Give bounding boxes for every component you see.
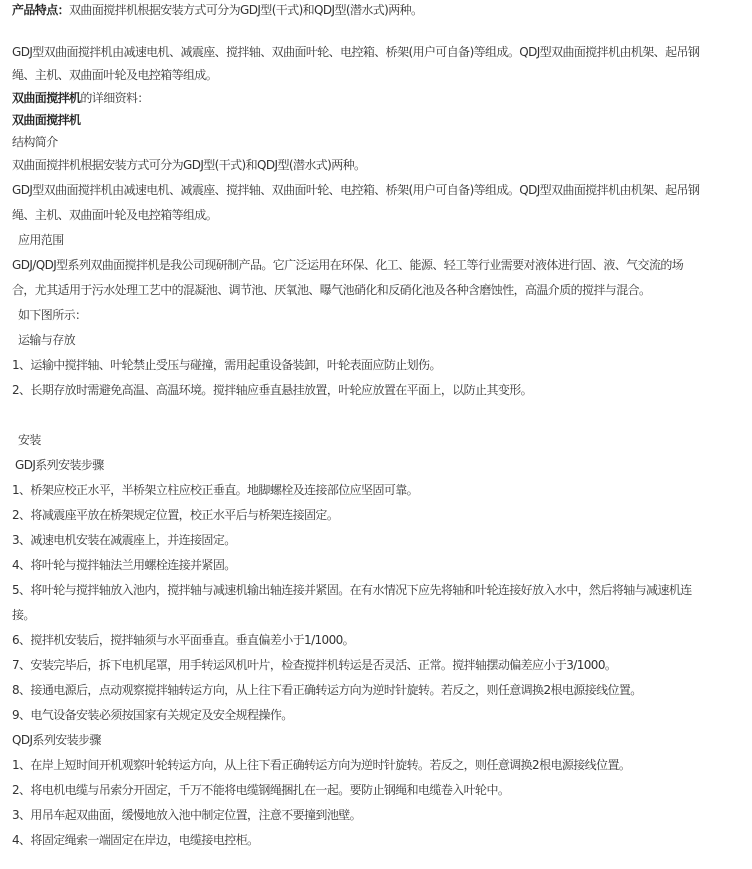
gdj-step: 2、将减震座平放在桥架规定位置，校正水平后与桥架连接固定。 — [12, 508, 339, 522]
qdj-steps-heading: QDJ系列安装步骤 — [12, 733, 101, 747]
gdj-step: 8、接通电源后，点动观察搅拌轴转运方向，从上往下看正确转运方向为逆时针旋转。若反之，则任意调换2根电源接线位置。 — [12, 683, 642, 697]
structure-paragraph-2-line-2: 绳、主机、双曲面叶轮及电控箱等组成。 — [12, 208, 218, 222]
gdj-step: 3、减速电机安装在减震座上，并连接固定。 — [12, 533, 236, 547]
details-heading-bold: 双曲面搅拌机 — [12, 91, 81, 105]
gdj-step: 6、搅拌机安装后，搅拌轴须与水平面垂直。垂直偏差小于1/1000。 — [12, 633, 355, 647]
gdj-steps-heading: GDJ系列安装步骤 — [15, 458, 104, 472]
structure-paragraph-2-line-1: GDJ型双曲面搅拌机由减速电机、减震座、搅拌轴、双曲面叶轮、电控箱、桥架(用户可自备)等组成。QDJ型双曲面搅拌机由机架、起吊钢 — [12, 183, 700, 197]
application-heading: 应用范围 — [18, 233, 64, 247]
structure-heading: 结构简介 — [12, 135, 58, 149]
qdj-step: 3、用吊车起双曲面，缓慢地放入池中制定位置，注意不要撞到池壁。 — [12, 808, 362, 822]
intro-label: 产品特点： — [12, 3, 70, 17]
product-title: 双曲面搅拌机 — [12, 113, 81, 127]
application-line-2: 合，尤其适用于污水处理工艺中的混凝池、调节池、厌氧池、曝气池硝化和反硝化池及各种含磨蚀性，高温介质的搅拌与混合。 — [12, 283, 651, 297]
installation-heading: 安装 — [18, 433, 41, 447]
intro-text: 双曲面搅拌机根据安装方式可分为GDJ型(干式)和QDJ型(潜水式)两种。 — [69, 3, 423, 17]
transport-item: 2、长期存放时需避免高温、高温环境。搅拌轴应垂直悬挂放置，叶轮应放置在平面上，以防止其变形。 — [12, 383, 533, 397]
application-line-1: GDJ/QDJ型系列双曲面搅拌机是我公司现研制产品。它广泛运用在环保、化工、能源、轻工等行业需要对液体进行固、液、气交流的场 — [12, 258, 684, 272]
gdj-step: 1、桥架应校正水平，半桥架立柱应校正垂直。地脚螺栓及连接部位应坚固可靠。 — [12, 483, 419, 497]
gdj-step: 5、将叶轮与搅拌轴放入池内，搅拌轴与减速机输出轴连接并紧固。在有水情况下应先将轴和叶轮连接好放入水中，然后将轴与减速机连 — [12, 583, 692, 597]
gdj-step: 9、电气设备安装必须按国家有关规定及安全规程操作。 — [12, 708, 293, 722]
transport-item: 1、运输中搅拌轴、叶轮禁止受压与碰撞，需用起重设备装卸，叶轮表面应防止划伤。 — [12, 358, 441, 372]
gdj-step-continuation: 接。 — [12, 608, 35, 622]
qdj-step: 1、在岸上短时间开机观察叶轮转运方向，从上往下看正确转运方向为逆时针旋转。若反之，则任意调换2根电源接线位置。 — [12, 758, 631, 772]
gdj-step: 7、安装完毕后，拆下电机尾罩，用手转运风机叶片，检查搅拌机转运是否灵活、正常。搅拌轴摆动偏差应小于3/1000。 — [12, 658, 617, 672]
structure-paragraph-1: 双曲面搅拌机根据安装方式可分为GDJ型(干式)和QDJ型(潜水式)两种。 — [12, 158, 366, 172]
composition-line-2: 绳、主机、双曲面叶轮及电控箱等组成。 — [12, 68, 218, 82]
transport-heading: 运输与存放 — [18, 333, 76, 347]
composition-line-1: GDJ型双曲面搅拌机由减速电机、减震座、搅拌轴、双曲面叶轮、电控箱、桥架(用户可自备)等组成。QDJ型双曲面搅拌机由机架、起吊钢 — [12, 45, 700, 59]
qdj-step: 2、将电机电缆与吊索分开固定，千万不能将电缆钢绳捆扎在一起。要防止钢绳和电缆卷入叶轮中。 — [12, 783, 510, 797]
gdj-step: 4、将叶轮与搅拌轴法兰用螺栓连接并紧固。 — [12, 558, 236, 572]
intro-paragraph — [12, 0, 744, 23]
figure-note: 如下图所示： — [18, 308, 87, 322]
qdj-step: 4、将固定绳索一端固定在岸边，电缆接电控柜。 — [12, 833, 259, 847]
details-heading-rest: 的详细资料： — [80, 91, 149, 105]
